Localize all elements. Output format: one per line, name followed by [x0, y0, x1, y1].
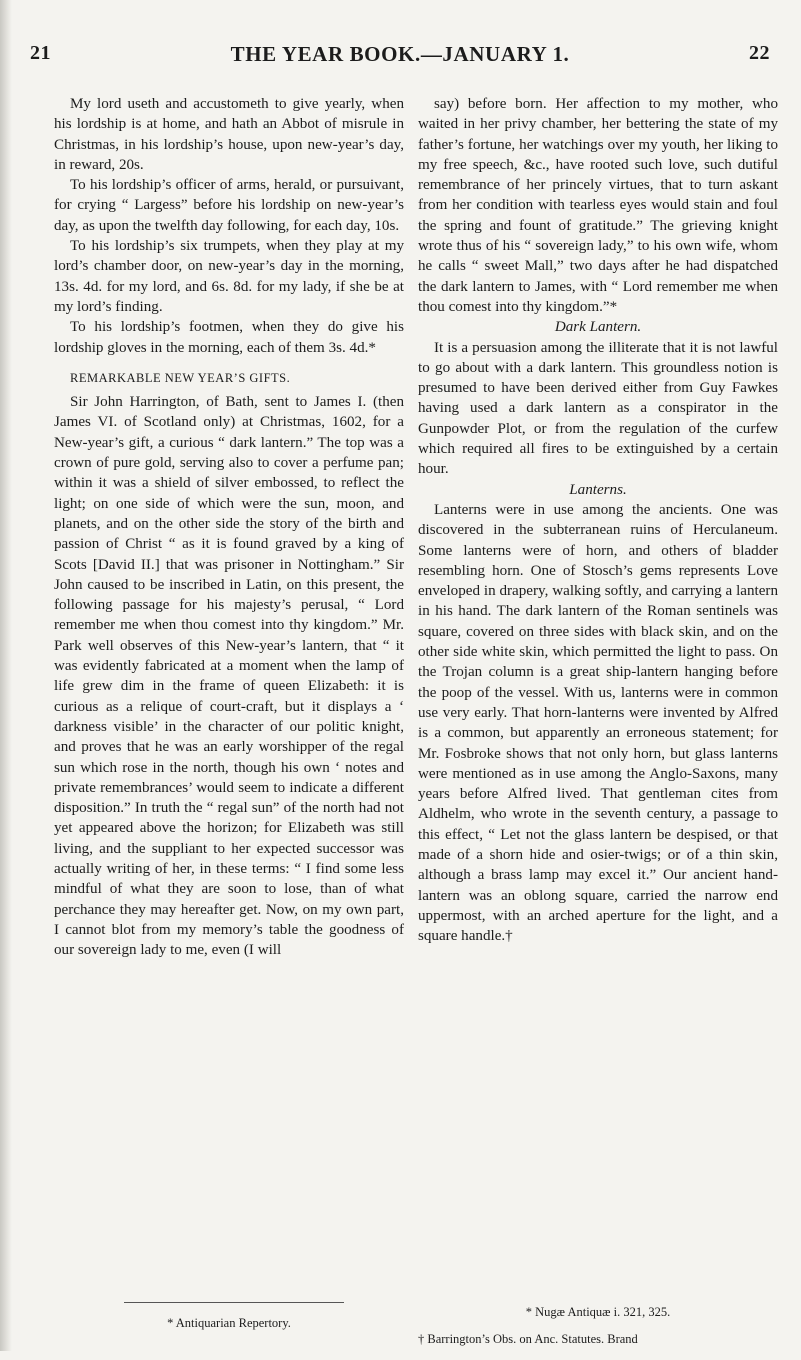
running-title: THE YEAR BOOK.—JANUARY 1.	[230, 42, 570, 66]
footnote: † Barrington’s Obs. on Anc. Statutes. Brand	[418, 1332, 638, 1346]
right-page-number: 22	[749, 42, 770, 64]
page-header	[30, 42, 770, 72]
paragraph: It is a persuasion among the illiterate that it is not lawful to go about with a dark lantern. This groundless notion is presumed to have been derived either from Guy Fawkes having used a dark lantern as a conspirator in the Gunpowder Plot, or from the regulation of the curfew which required all fires to be extinguished by a certain hour.	[418, 339, 778, 478]
right-column	[418, 94, 778, 946]
footnote: * Antiquarian Repertory.	[167, 1315, 291, 1330]
paragraph: Lanterns were in use among the ancients. One was discovered in the subterranean ruins of Herculaneum. Some lanterns were of horn, and others of bladder resembling horn. One of Stosch’s gems represents Love enveloped in drapery, walking softly, and carrying a lantern in his hand. The dark lantern of the Roman sentinels was square, covered on three sides with black skin, and on the other side white skin, which permitted the light to pass. On the Trojan column is a great ship-lantern hanging before the poop of the vessel. With us, lanterns were in common use very early. That horn-lanterns were invented by Alfred is a common, but apparently an erroneous statement; for Mr. Fosbroke shows that not only horn, but glass lanterns were mentioned as in use among the Anglo-Saxons, many years before Alfred lived. That gentleman cites from Aldhelm, who wrote in the seventh century, a passage to this effect, “ Let not the glass lantern be despised, or that made of a shorn hide and osier-twigs; or of a thin skin, although a brass lamp may excel it.” Our ancient hand-lantern was an oblong square, carried the narrow end uppermost, with an arched aperture for the light, and a square handle.†	[418, 501, 778, 945]
left-page-number: 21	[30, 42, 51, 64]
paragraph: To his lordship’s six trumpets, when they play at my lord’s chamber door, on new-year’s day in the morning, 13s. 4d. for my lord, and 6s. 8d. for my lady, if she be at my lord’s finding.	[54, 238, 404, 315]
paragraph: To his lordship’s footmen, when they do give his lordship gloves in the morning, each of them 3s. 4d.*	[54, 319, 404, 356]
right-footnote-block	[418, 1292, 778, 1360]
section-heading: Lanterns.	[569, 481, 627, 498]
left-footnote-block	[54, 1292, 404, 1343]
section-heading: Dark Lantern.	[554, 319, 642, 336]
section-heading: REMARKABLE NEW YEAR’S GIFTS.	[70, 370, 291, 385]
paragraph: My lord useth and accustometh to give yearly, when his lordship is at home, and hath an Abbot of misrule in Christmas, in his lordship’s house, upon new-year’s day, in reward, 20s.	[54, 96, 404, 173]
paragraph: say) before born. Her affection to my mother, who waited in her privy chamber, her bettering the state of my father’s fortune, her watchings over my youth, her liking to my free speech, &c., have rooted such love, such dutiful remembrance of her princely virtues, that to turn askant from her condition with tearless eyes would stain and foul the spring and fount of gratitude.” The grieving knight wrote thus of his “ sovereign lady,” to his own wife, whom he calls “ sweet Mall,” two days after he had dispatched the dark lantern to James, with “ Lord remember me when thou comest into thy kingdom.”*	[418, 96, 778, 315]
footnote-rule	[124, 1302, 344, 1303]
footnote: * Nugæ Antiquæ i. 321, 325.	[525, 1304, 671, 1319]
left-column	[54, 94, 404, 960]
page-gutter-shadow	[0, 0, 12, 1351]
paragraph: Sir John Harrington, of Bath, sent to James I. (then James VI. of Scotland only) at Christmas, 1602, for a New-year’s gift, a curious “ dark lantern.” The top was a crown of pure gold, serving also to cover a perfume pan; within it was a shield of silver embossed, to reflect the light; on one side of which were the sun, moon, and planets, and on the other side the story of the birth and passion of Christ “ as it is found graved by a king of Scots [David II.] that was prisoner in Nottingham.” Sir John caused to be inscribed in Latin, on this present, the following passage for his majesty’s perusal, “ Lord remember me when thou comest into thy kingdom.” Mr. Park well observes of this New-year’s lantern, that “ it was evidently fabricated at a moment when the lamp of life grew dim in the frame of queen Elizabeth: it is curious as a relique of court-craft, but it displays a ‘ darkness visible’ in the character of our politic knight, and proves that he was an early worshipper of the regal sun which rose in the north, though his own ‘ notes and private remembrances’ would seem to indicate a different disposition.” In truth the “ regal sun” of the north had not yet appeared above the horizon; for Elizabeth was still living, and the suppliant to her expected successor was actually writing of her, in these terms: “ I find some less mindful of what they are soon to lose, than of what perchance they may hereafter get. Now, on my own part, I cannot blot from my memory’s table the goodness of our sovereign lady to me, even (I will	[54, 394, 404, 959]
paragraph: To his lordship’s officer of arms, herald, or pursuivant, for crying “ Largess” before his lordship on new-year’s day, as upon the twelfth day following, for each day, 10s.	[54, 177, 404, 234]
